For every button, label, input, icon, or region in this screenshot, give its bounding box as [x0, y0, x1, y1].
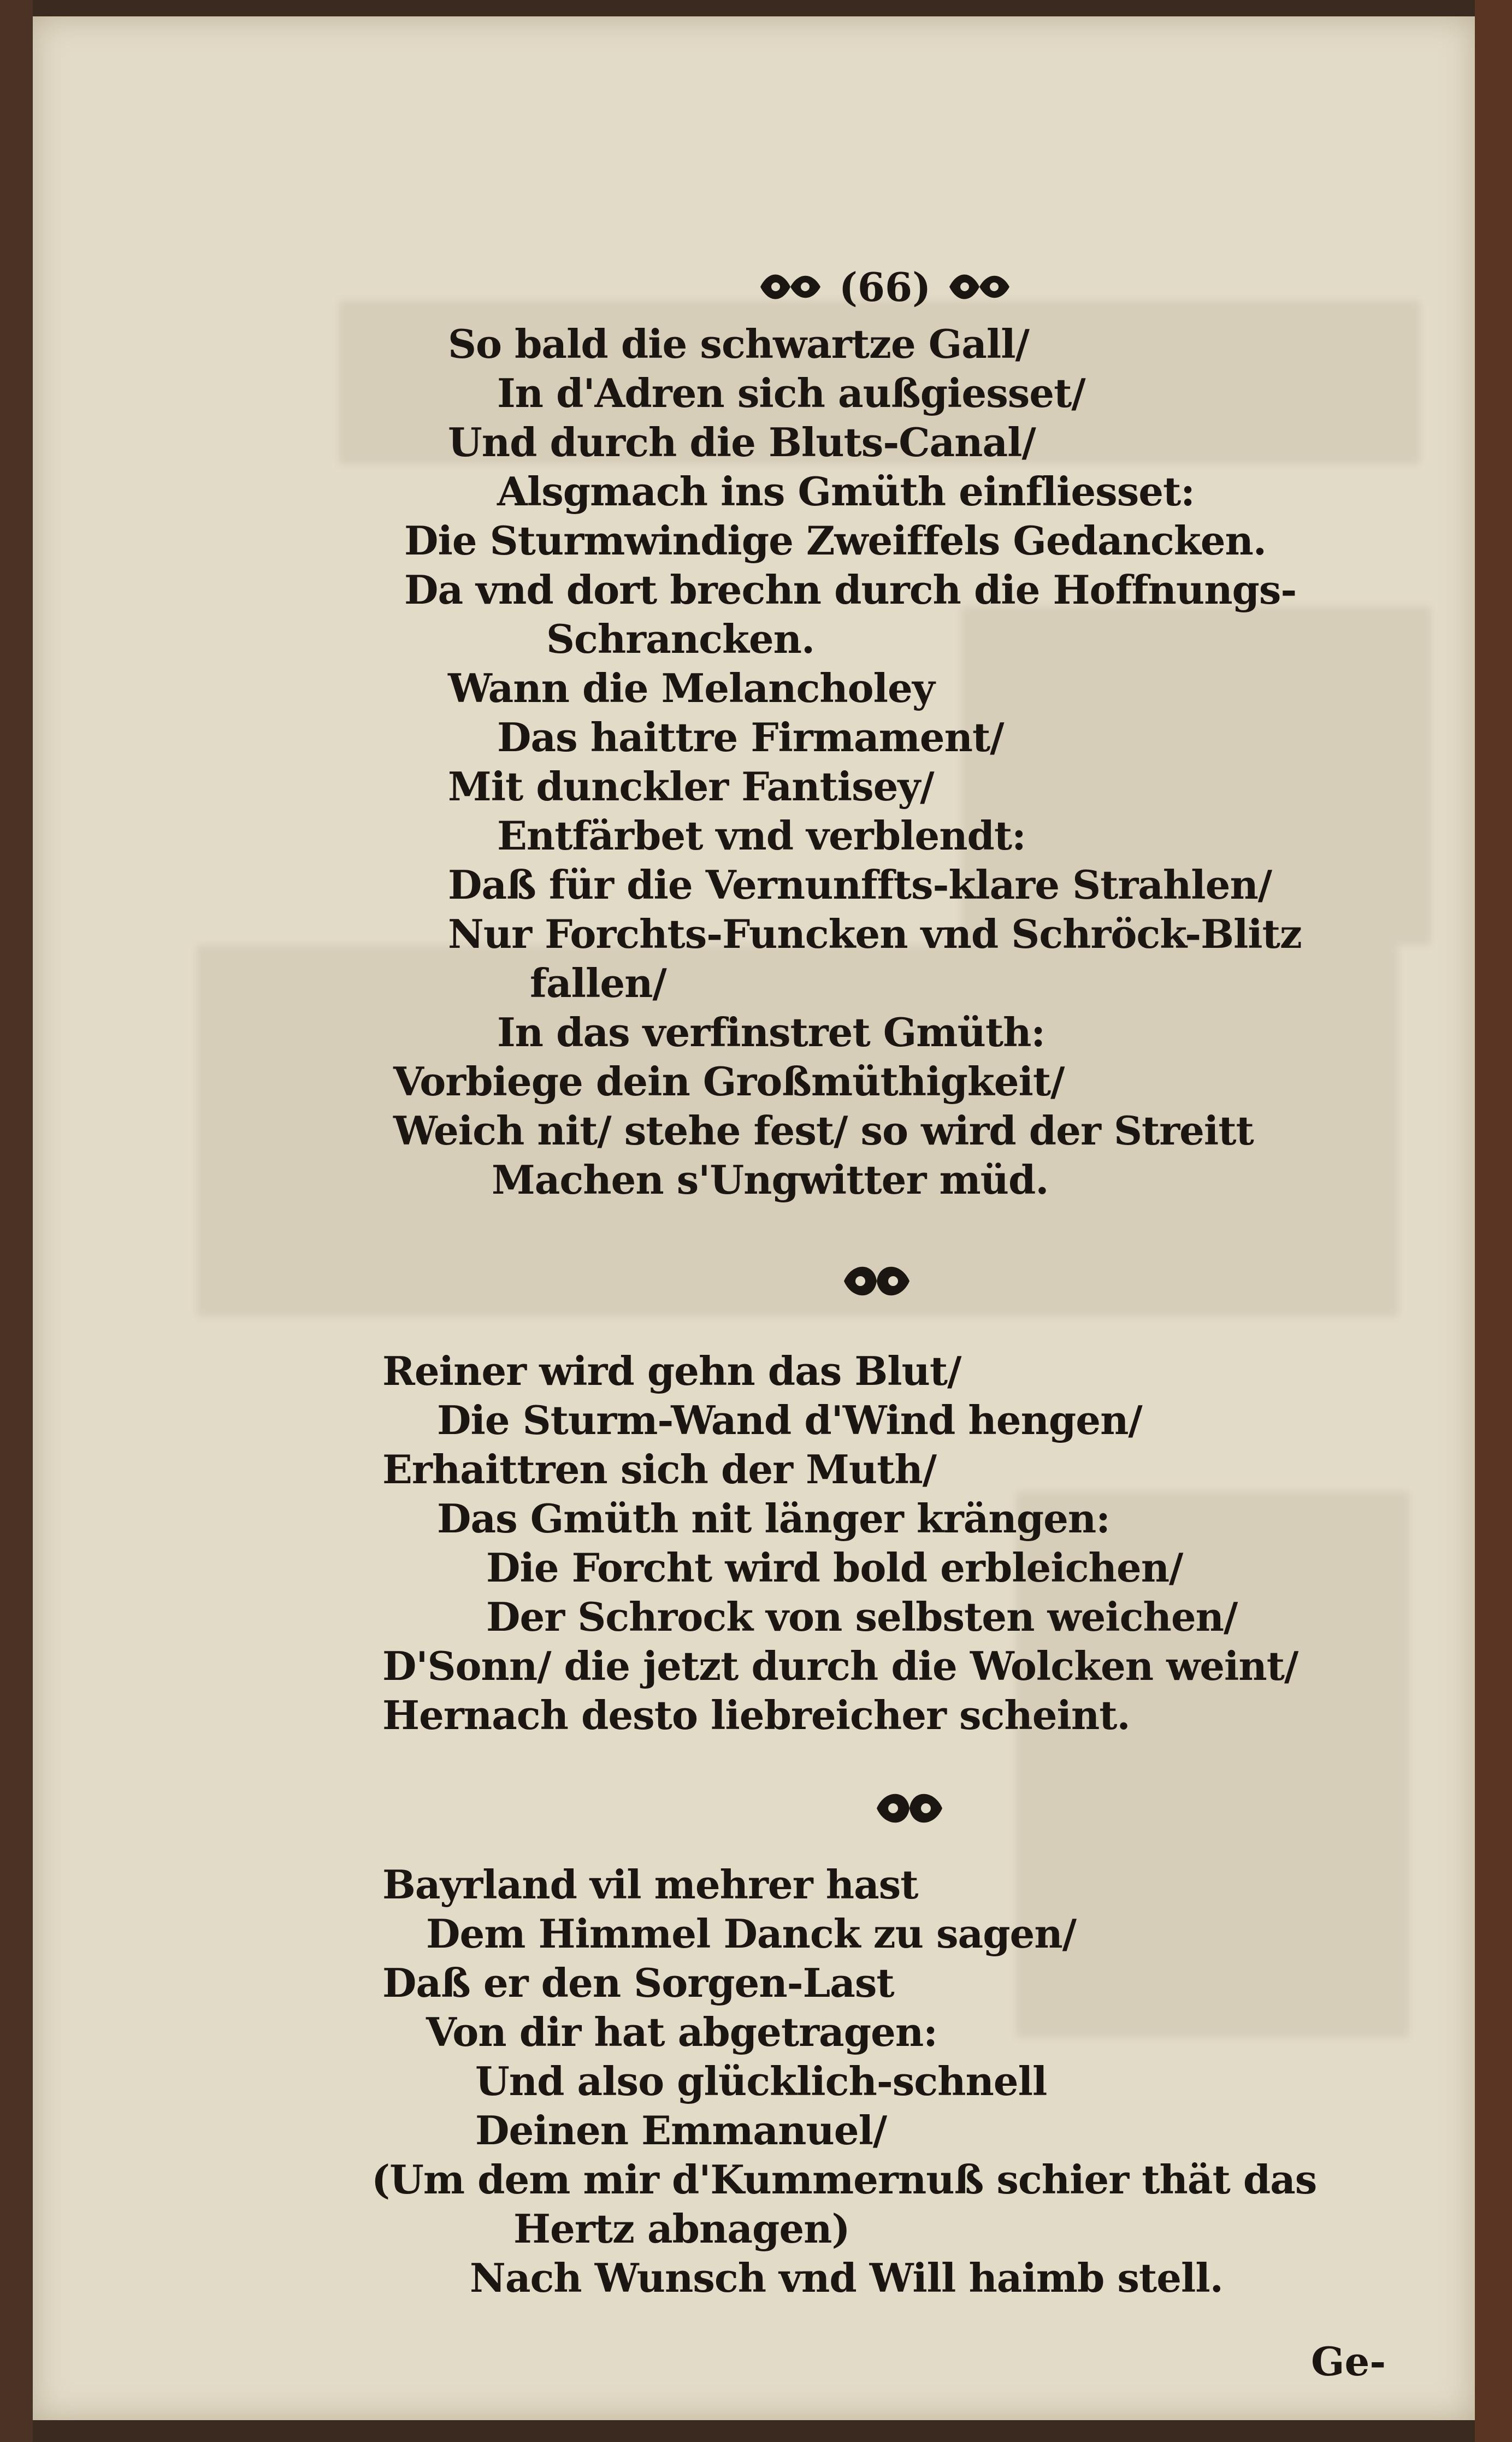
verse-line: Vorbiege dein Großmüthigkeit/ [393, 1058, 1065, 1105]
verse-line: fallen/ [530, 960, 666, 1006]
verse-line: Hertz abnagen) [513, 2205, 850, 2252]
verse-line: In d'Adren sich außgiesset/ [497, 370, 1085, 416]
verse-line: Entfärbet vnd verblendt: [497, 812, 1026, 859]
verse-line: Da vnd dort brechn durch die Hoffnungs- [404, 567, 1297, 613]
book-spine [1475, 0, 1512, 2442]
verse-line: Machen s'Ungwitter müd. [492, 1157, 1049, 1203]
verse-line: Das Gmüth nit länger krängen: [437, 1495, 1110, 1542]
verse-line: Die Sturmwindige Zweiffels Gedancken. [404, 517, 1266, 564]
verse-line: Die Forcht wird bold erbleichen/ [486, 1544, 1183, 1591]
verse-line: (Um dem mir d'Kummernuß schier thät das [371, 2156, 1317, 2203]
verse-line: Dem Himmel Danck zu sagen/ [426, 1910, 1076, 1957]
verse-line: Mit dunckler Fantisey/ [448, 763, 934, 810]
fleuron-icon [874, 1786, 945, 1830]
verse-line: Bayrland vil mehrer hast [382, 1861, 918, 1908]
verse-line: Nur Forchts-Funcken vnd Schröck-Blitz [448, 911, 1302, 957]
poem-text [33, 16, 1475, 2420]
verse-line: Das haittre Firmament/ [497, 714, 1004, 760]
verse-line: Daß für die Vernunffts-klare Strahlen/ [448, 862, 1272, 908]
verse-line: Schrancken. [546, 616, 815, 662]
verse-line: Daß er den Sorgen-Last [382, 1960, 894, 2006]
verse-line: Weich nit/ stehe fest/ so wird der Streitt [393, 1107, 1254, 1154]
verse-line: Reiner wird gehn das Blut/ [382, 1348, 961, 1394]
stanza-divider [874, 1784, 945, 1833]
verse-line: Nach Wunsch vnd Will haimb stell. [470, 2255, 1223, 2301]
verse-line: Der Schrock von selbsten weichen/ [486, 1594, 1238, 1640]
verse-line: Von dir hat abgetragen: [426, 2009, 937, 2055]
page-number: (66) [838, 263, 931, 310]
verse-line: D'Sonn/ die jetzt durch die Wolcken weint/ [382, 1643, 1298, 1689]
verse-line: Und also glücklich-schnell [475, 2058, 1047, 2104]
fleuron-icon [841, 1259, 912, 1303]
verse-line: Und durch die Bluts-Canal/ [448, 419, 1036, 465]
page-left-edge [0, 0, 33, 2442]
catchword: Ge- [1311, 2338, 1386, 2385]
book-page [33, 16, 1475, 2420]
verse-line: Hernach desto liebreicher scheint. [382, 1692, 1130, 1738]
verse-line: Die Sturm-Wand d'Wind hengen/ [437, 1397, 1142, 1443]
verse-line: Alsgmach ins Gmüth einfliesset: [497, 468, 1195, 515]
verse-line: Deinen Emmanuel/ [475, 2107, 887, 2154]
verse-line: In das verfinstret Gmüth: [497, 1009, 1046, 1055]
verse-line: So bald die schwartze Gall/ [448, 321, 1029, 367]
stanza-divider [841, 1257, 912, 1306]
verse-line: Wann die Melancholey [448, 665, 935, 711]
verse-line: Erhaittren sich der Muth/ [382, 1446, 937, 1493]
